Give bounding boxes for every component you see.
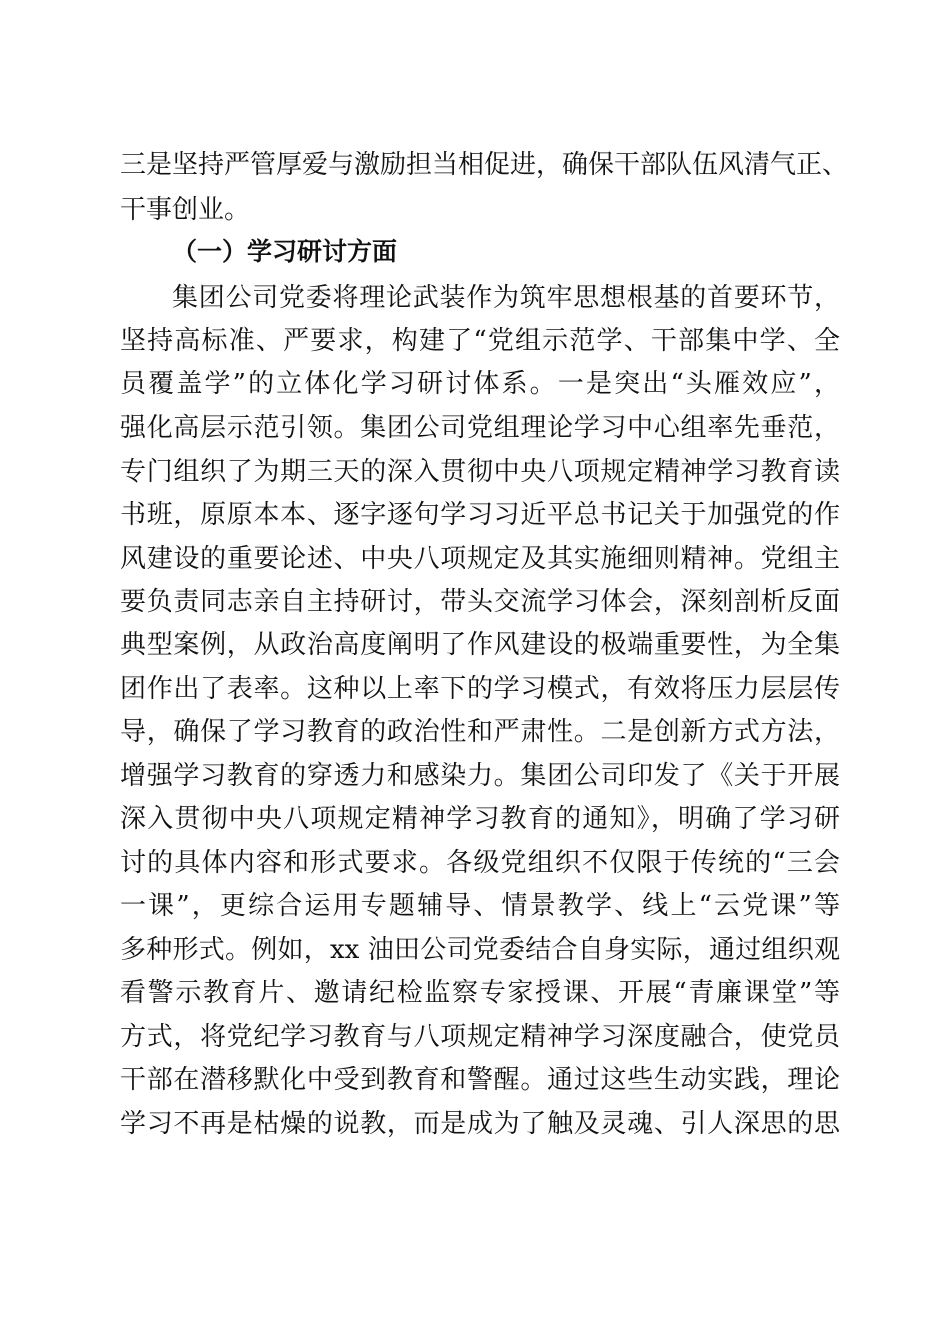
paragraph-line: 看警示教育片、邀请纪检监察专家授课、开展“青廉课堂”等	[120, 978, 840, 1008]
paragraph-line: 一课”，更综合运用专题辅导、情景教学、线上“云党课”等	[120, 891, 840, 921]
paragraph-line: 深入贯彻中央八项规定精神学习教育的通知》，明确了学习研	[120, 804, 840, 834]
section-heading: （一）学习研讨方面	[172, 237, 398, 266]
paragraph-line: 坚持高标准、严要求，构建了“党组示范学、干部集中学、全	[120, 326, 840, 356]
paragraph-line: 增强学习教育的穿透力和感染力。集团公司印发了《关于开展	[120, 761, 840, 791]
paragraph-line: 多种形式。例如，xx 油田公司党委结合自身实际，通过组织观	[120, 935, 840, 965]
paragraph-line: 员覆盖学”的立体化学习研讨体系。一是突出“头雁效应”，	[120, 369, 840, 399]
paragraph-line: 风建设的重要论述、中央八项规定及其实施细则精神。党组主	[120, 544, 840, 574]
paragraph-line: 专门组织了为期三天的深入贯彻中央八项规定精神学习教育读	[120, 457, 840, 487]
paragraph-line: 强化高层示范引领。集团公司党组理论学习中心组率先垂范，	[120, 413, 840, 443]
paragraph-line: 干事创业。	[120, 195, 251, 225]
paragraph-line: 干部在潜移默化中受到教育和警醒。通过这些生动实践，理论	[120, 1065, 840, 1095]
paragraph-line: 三是坚持严管厚爱与激励担当相促进，确保干部队伍风清气正、	[120, 150, 849, 180]
paragraph-line: 要负责同志亲自主持研讨，带头交流学习体会，深刻剖析反面	[120, 587, 840, 617]
paragraph-line: 典型案例，从政治高度阐明了作风建设的极端重要性，为全集	[120, 630, 840, 660]
paragraph-line: 书班，原原本本、逐字逐句学习习近平总书记关于加强党的作	[120, 500, 840, 530]
paragraph-line: 导，确保了学习教育的政治性和严肃性。二是创新方式方法，	[120, 717, 840, 747]
paragraph-line: 讨的具体内容和形式要求。各级党组织不仅限于传统的“三会	[120, 848, 840, 878]
paragraph-line: 学习不再是枯燥的说教，而是成为了触及灵魂、引人深思的思	[120, 1109, 840, 1139]
paragraph-line: 集团公司党委将理论武装作为筑牢思想根基的首要环节，	[172, 283, 840, 313]
paragraph-line: 团作出了表率。这种以上率下的学习模式，有效将压力层层传	[120, 674, 840, 704]
paragraph-line: 方式，将党纪学习教育与八项规定精神学习深度融合，使党员	[120, 1022, 840, 1052]
